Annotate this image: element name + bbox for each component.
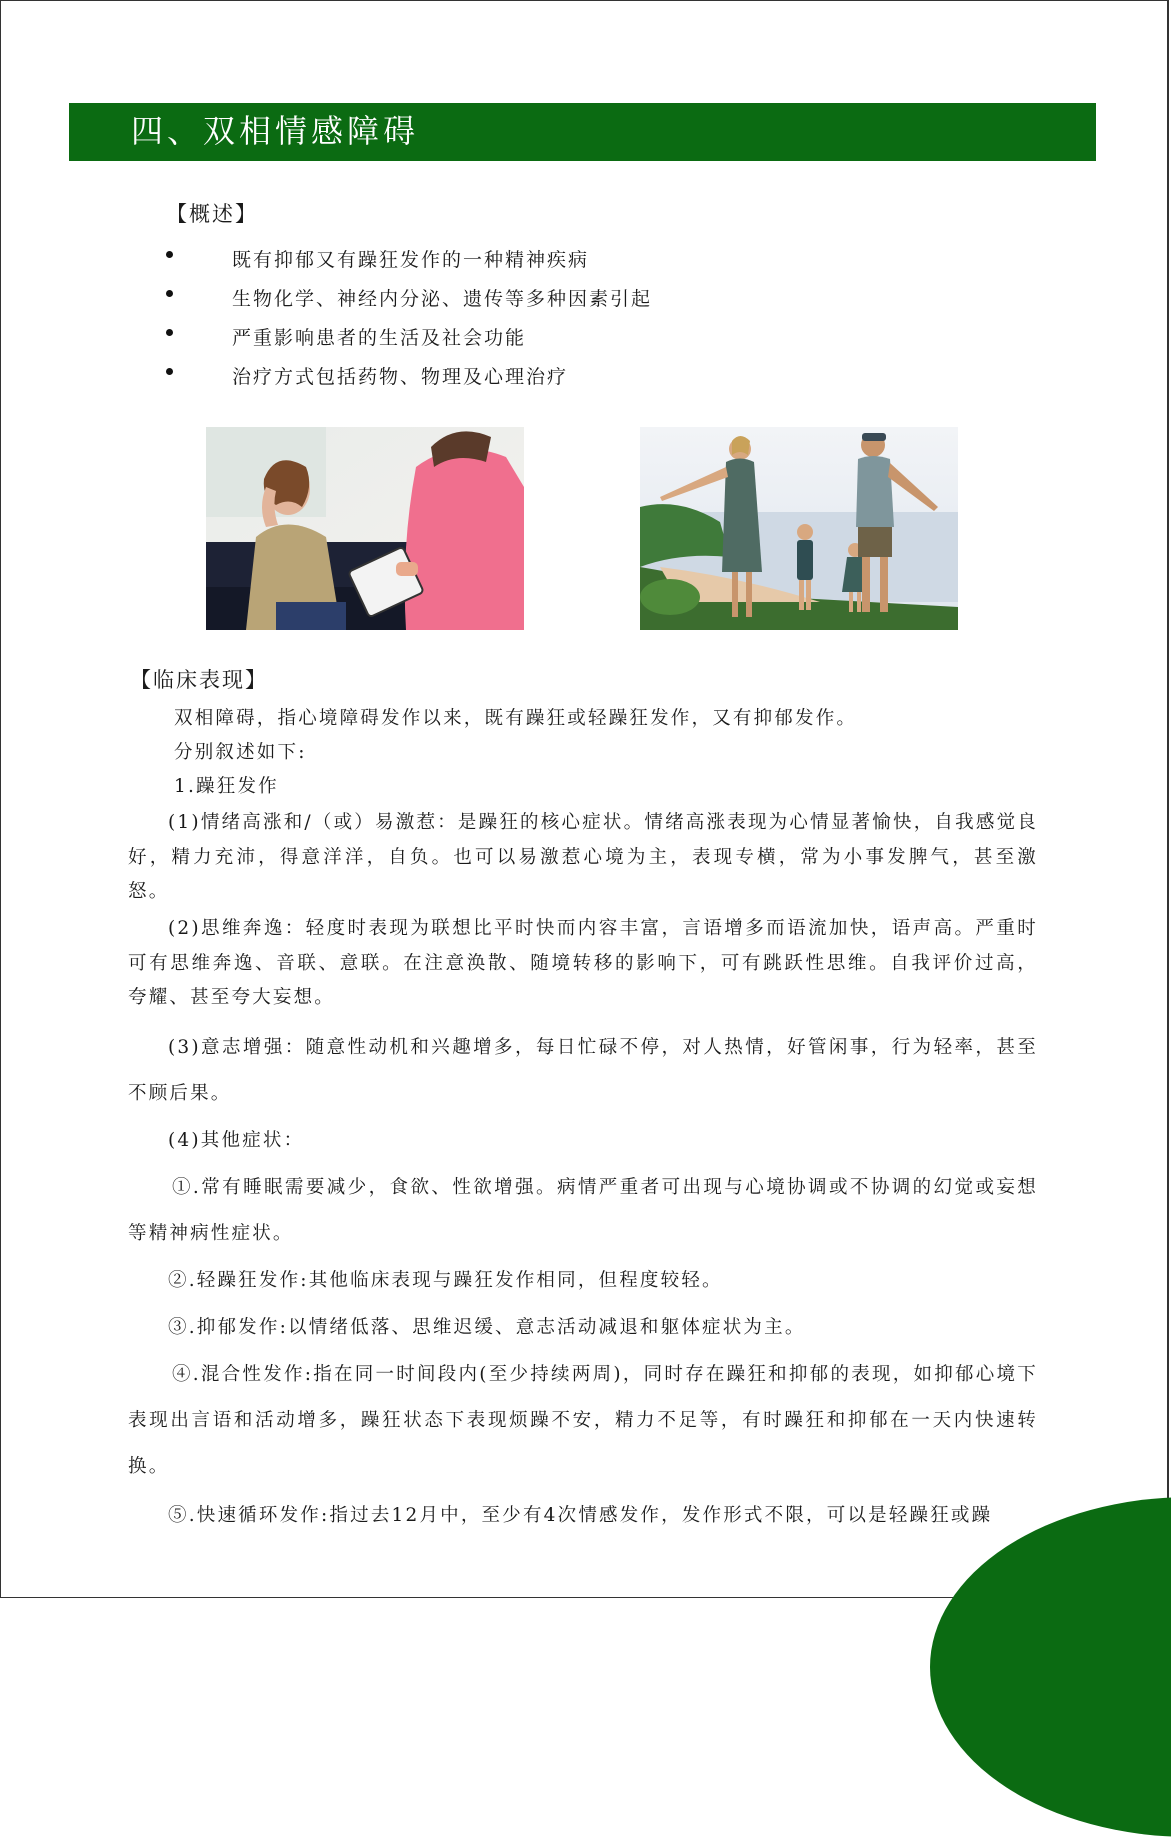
family-on-beach-photo: [640, 427, 958, 630]
overview-heading: 【概述】: [166, 202, 258, 226]
bullet-dot-icon: [166, 290, 173, 297]
bullet-dot-icon: [166, 368, 173, 375]
bullet-text: 治疗方式包括药物、物理及心理治疗: [232, 366, 569, 388]
paragraph-symptom-3: ③.抑郁发作:以情绪低落、思维迟缓、意志活动减退和躯体症状为主。: [168, 1317, 806, 1338]
paragraph-symptom-5: ⑤.快速循环发作:指过去12月中，至少有4次情感发作，发作形式不限，可以是轻躁狂或躁: [168, 1505, 993, 1526]
item-1-title: 1.躁狂发作: [174, 776, 279, 797]
clinical-intro: 双相障碍，指心境障碍发作以来，既有躁狂或轻躁狂发作，又有抑郁发作。: [174, 708, 858, 729]
bullet-dot-icon: [166, 329, 173, 336]
paragraph-symptom-1: ①.常有睡眠需要减少，食欲、性欲增强。病情严重者可出现与心境协调或不协调的幻觉或妄想等精神病性症状。: [128, 1177, 1038, 1244]
bullet-text: 严重影响患者的生活及社会功能: [232, 327, 527, 349]
bullet-text: 既有抑郁又有躁狂发作的一种精神疾病: [232, 249, 590, 271]
section-banner: [69, 103, 1096, 161]
paragraph-symptom-4: ④.混合性发作:指在同一时间段内(至少持续两周)，同时存在躁狂和抑郁的表现，如抑郁心境下表现出言语和活动增多，躁狂状态下表现烦躁不安，精力不足等，有时躁狂和抑郁在一天内快速转换。: [128, 1364, 1038, 1477]
paragraph-other: (4)其他症状：: [168, 1130, 305, 1151]
paragraph-mood: (1)情绪高涨和/（或）易激惹：是躁狂的核心症状。情绪高涨表现为心情显著愉快，自我感觉良好，精力充沛，得意洋洋，自负。也可以易激惹心境为主，表现专横，常为小事发脾气，甚至激怒。: [128, 812, 1038, 902]
clinical-heading: 【临床表现】: [130, 668, 268, 692]
therapy-session-photo: [206, 427, 524, 630]
paragraph-symptom-2: ②.轻躁狂发作:其他临床表现与躁狂发作相同，但程度较轻。: [168, 1270, 723, 1291]
bullet-text: 生物化学、神经内分泌、遗传等多种因素引起: [232, 288, 653, 310]
bullet-dot-icon: [166, 251, 173, 258]
section-title: 四、双相情感障碍: [131, 112, 420, 150]
paragraph-thought: (2)思维奔逸：轻度时表现为联想比平时快而内容丰富，言语增多而语流加快，语声高。严重时可有思维奔逸、音联、意联。在注意涣散、随境转移的影响下，可有跳跃性思维。自我评价过高，夸耀、甚至夸大妄想。: [128, 918, 1038, 1008]
clinical-intro-2: 分别叙述如下:: [174, 742, 307, 763]
paragraph-will: (3)意志增强：随意性动机和兴趣增多，每日忙碌不停，对人热情，好管闲事，行为轻率，甚至不顾后果。: [128, 1037, 1038, 1104]
